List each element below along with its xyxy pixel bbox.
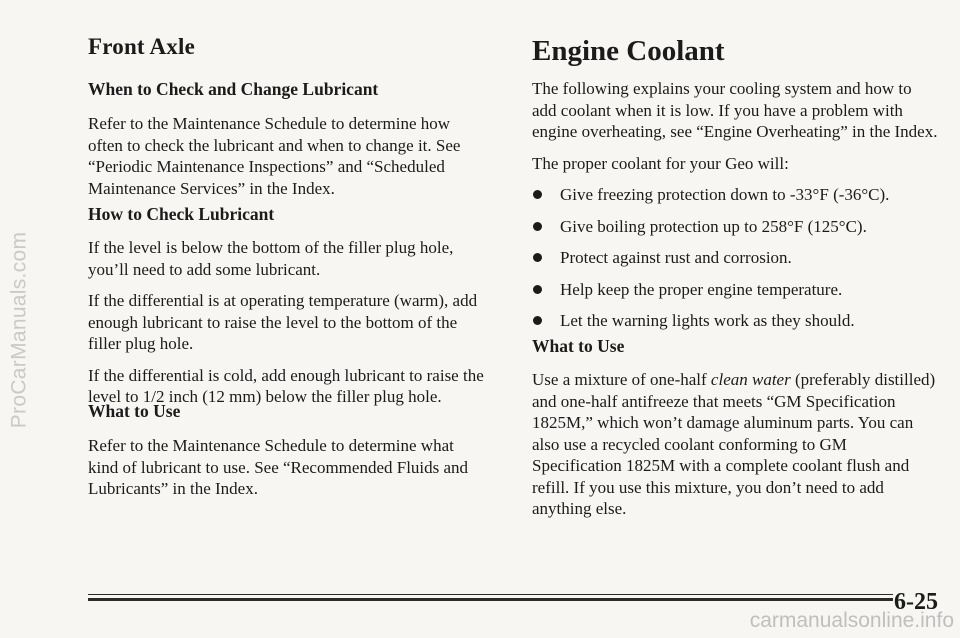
footer-rule-thin	[88, 594, 893, 595]
list-item: Give freezing protection down to -33°F (-36°C).	[532, 184, 940, 206]
bullet-icon	[533, 222, 542, 231]
bullet-icon	[533, 285, 542, 294]
engine-coolant-title: Engine Coolant	[532, 35, 725, 67]
front-axle-title: Front Axle	[88, 34, 195, 59]
paragraph: If the differential is cold, add enough lubricant to raise the level to 1/2 inch (12 mm) below the filler plug hole.	[88, 365, 484, 406]
bullet-icon	[533, 190, 542, 199]
section-what-to-use-coolant	[532, 336, 940, 520]
coolant-intro-block	[532, 78, 940, 332]
intro-paragraph: The following explains your cooling system and how to add coolant when it is low. If you have a problem with engine overheating, see “Engine Overheating” in the Index.	[532, 79, 938, 141]
list-item: Let the warning lights work as they should.	[532, 310, 940, 332]
bottom-watermark: carmanualsonline.info	[749, 609, 954, 632]
footer-rule-thick	[88, 598, 893, 601]
paragraph: Refer to the Maintenance Schedule to determine how often to check the lubricant and when to change it. See “Periodic Maintenance Inspections” and “Scheduled Maintenance Services” in the Index.	[88, 114, 461, 198]
bullet-icon	[533, 316, 542, 325]
section-when-to-check	[88, 79, 488, 199]
section-how-to-check	[88, 204, 488, 408]
bullet-icon	[533, 253, 542, 262]
section-what-to-use-axle	[88, 401, 488, 500]
paragraph: If the differential is at operating temperature (warm), add enough lubricant to raise the level to the bottom of the filler plug hole.	[88, 291, 478, 353]
list-item: Help keep the proper engine temperature.	[532, 279, 940, 301]
section-heading: What to Use	[532, 336, 625, 356]
emphasis-clean-water: clean water	[710, 370, 791, 389]
list-item: Give boiling protection up to 258°F (125°C).	[532, 216, 940, 238]
section-heading: What to Use	[88, 401, 181, 421]
paragraph: Refer to the Maintenance Schedule to determine what kind of lubricant to use. See “Recommended Fluids and Lubricants” in the Index.	[88, 436, 469, 498]
paragraph: Use a mixture of one-half clean water (preferably distilled) and one-half antifreeze that meets “GM Specification 1825M,” which won’t damage aluminum parts. You can also use a recycled coolant conforming to GM Specification 1825M with a complete coolant flush and refill. If you use this mixture, you don’t need to add anything else.	[532, 370, 936, 518]
paragraph: If the level is below the bottom of the filler plug hole, you’ll need to add some lubricant.	[88, 238, 454, 279]
section-heading: When to Check and Change Lubricant	[88, 79, 379, 99]
section-heading: How to Check Lubricant	[88, 204, 275, 224]
side-watermark	[2, 30, 36, 630]
list-item: Protect against rust and corrosion.	[532, 247, 940, 269]
lead-paragraph: The proper coolant for your Geo will:	[532, 153, 789, 173]
side-watermark-text: ProCarManuals.com	[7, 231, 30, 429]
coolant-benefits-list	[532, 184, 940, 332]
page-number: 6-25	[894, 589, 938, 615]
